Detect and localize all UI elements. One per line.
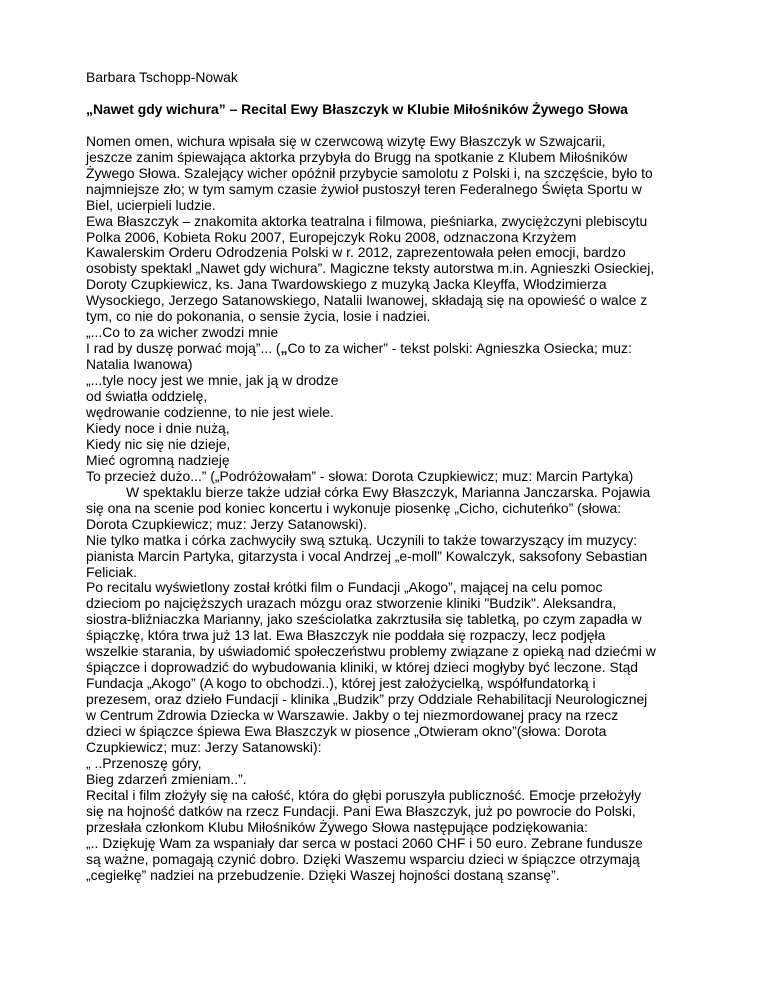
text-line: Kiedy noce i dnie nużą, [86,419,230,436]
text-line: się na hojność datków na rzecz Fundacji. Pani Ewa Błaszczyk, już po powrocie do Polski, [86,802,636,819]
text-line: Po recitalu wyświetlony został krótki film o Fundacji „Akogo”, mającej na celu pomoc [86,579,603,596]
text-line: się ona na scenie pod koniec koncertu i wykonuje piosenkę „Cicho, cichuteńko” (słowa: [86,499,622,516]
quote-line [86,341,686,357]
text-line: Feliciak. [86,563,137,580]
text-line: Kawalerskim Orderu Odrodzenia Polski w r. 2012, zaprezentowała pełen emocji, bardzo [86,244,626,261]
text-line: Bieg zdarzeń zmieniam..”. [86,770,247,787]
text-line: „.. Dziękuję Wam za wspaniały dar serca w postaci 2060 CHF i 50 euro. Zebrane fundusze [86,834,643,851]
text-line: wszelkie starania, by uświadomić społeczeństwu problemy związane z opieką nad dziećmi w [86,643,656,660]
text-line: „...Co to za wicher zwodzi mnie [86,324,279,341]
text-line: Recital i film złożyły się na całość, która do głębi poruszyła publiczność. Emocje przełożyły [86,786,642,803]
blank-line [86,118,686,134]
text-line: Polka 2006, Kobieta Roku 2007, Europejczyk Roku 2008, odznaczona Krzyżem [86,228,577,245]
article-title: „Nawet gdy wichura” – Recital Ewy Błaszczyk w Klubie Miłośników Żywego Słowa [86,100,628,117]
text-line: pianista Marcin Partyka, gitarzysta i vocal Andrzej „e-moll” Kowalczyk, saksofony Sebastian [86,547,648,564]
text-line: śpiączkę, która trwa już 13 lat. Ewa Błaszczyk nie poddała się rozpaczy, lecz podjęła [86,627,606,644]
text-line: od światła oddzielę, [86,388,208,405]
text-line: siostra-bliźniaczka Marianny, jako sześciolatka zakrztusiła się tabletką, po czym zapadła w [86,611,642,628]
text-line: tym, co nie do pokonania, o sensie życia, losie i nadziei. [86,308,431,325]
blank-line [86,86,686,102]
body-paragraphs-1 [86,134,686,341]
text-line: „cegiełkę” nadziei na przebudzenie. Dzięki Waszej hojności dostaną szansę”. [86,866,560,883]
text-line: Ewa Błaszczyk – znakomita aktorka teatralna i filmowa, pieśniarka, zwyciężczyni plebiscytu [86,212,648,229]
text-line: To przecież dużo...” („Podróżowałam” - słowa: Dorota Czupkiewicz; muz: Marcin Partyka) [86,467,634,484]
text-line: Dorota Czupkiewicz; muz: Jerzy Satanowski). [86,515,367,532]
text-line: Mieć ogromną nadzieję [86,451,230,468]
text-line: w Centrum Zdrowia Dziecka w Warszawie. Jakby o tej niezmordowanej pracy na rzecz [86,707,619,724]
quote-line-bold: „ [280,340,288,357]
text-line: najmniejsze zło; w tym samym czasie żywioł pustoszył teren Federalnego Święta Sportu w [86,180,642,197]
text-line: „ ..Przenoszę góry, [86,754,202,771]
body-paragraphs-2 [86,357,686,485]
quote-line-before: I rad by duszę porwać moją”... ( [86,340,281,357]
text-line: prezesem, oraz dzieło Fundacji - klinika „Budzik” przy Oddziale Rehabilitacji Neurologicznej [86,691,648,708]
quote-line-after: Co to za wicher” - tekst polski: Agnieszka Osiecka; muz: [287,340,632,357]
text-line: Wysockiego, Jerzego Satanowskiego, Natalii Iwanowej, składają się na opowieść o walce z [86,292,648,309]
indented-line: W spektaklu bierze także udział córka Ewy Błaszczyk, Marianna Janczarska. Pojawia [126,483,651,500]
body-paragraphs-3 [86,501,686,884]
text-line: są ważne, pomagają czynić dobro. Dzięki Waszemu wsparciu dzieci w śpiączce otrzymają [86,850,640,867]
text-line: Kiedy nic się nie dzieje, [86,435,231,452]
text-line: wędrowanie codzienne, to nie jest wiele. [86,403,334,420]
text-line: przesłała członkom Klubu Miłośników Żywego Słowa następujące podziękowania: [86,818,588,835]
text-line: Natalia Iwanowa) [86,356,193,373]
text-line: Nie tylko matka i córka zachwyciły swą sztuką. Uczynili to także towarzyszący im muzycy: [86,531,638,548]
text-line: dzieci w śpiączce śpiewa Ewa Błaszczyk w piosence „Otwieram okno”(słowa: Dorota [86,723,607,740]
text-line: Doroty Czupkiewicz, ks. Jana Twardowskiego z muzyką Jacka Kleyffa, Włodzimierza [86,276,607,293]
text-line: Czupkiewicz; muz: Jerzy Satanowski): [86,739,322,755]
text-line: „...tyle nocy jest we mnie, jak ją w drodze [86,372,339,389]
text-line: Biel, ucierpieli ludzie. [86,196,216,213]
text-line: osobisty spektakl „Nawet gdy wichura”. Magiczne teksty autorstwa m.in. Agnieszki Osieckiej, [86,260,655,277]
document-page [86,70,686,884]
author-name: Barbara Tschopp-Nowak [86,69,238,85]
text-line: jeszcze zanim śpiewająca aktorka przybyła do Brugg na spotkanie z Klubem Miłośników [86,148,628,165]
text-line: Fundacja „Akogo” (A kogo to obchodzi..), której jest założycielką, współfundatorką i [86,675,596,692]
text-line: Nomen omen, wichura wpisała się w czerwcową wizytę Ewy Błaszczyk w Szwajcarii, [86,132,606,149]
text-line: Żywego Słowa. Szalejący wicher opóźnił przybycie samolotu z Polski i, na szczęście, było to [86,164,653,181]
text-line: dzieciom po najcięższych urazach mózgu oraz stworzenie kliniki "Budzik". Aleksandra, [86,595,617,612]
text-line: śpiączce i doprowadzić do wybudowania kliniki, w której dzieci mogłyby być leczone. Stąd [86,659,639,676]
